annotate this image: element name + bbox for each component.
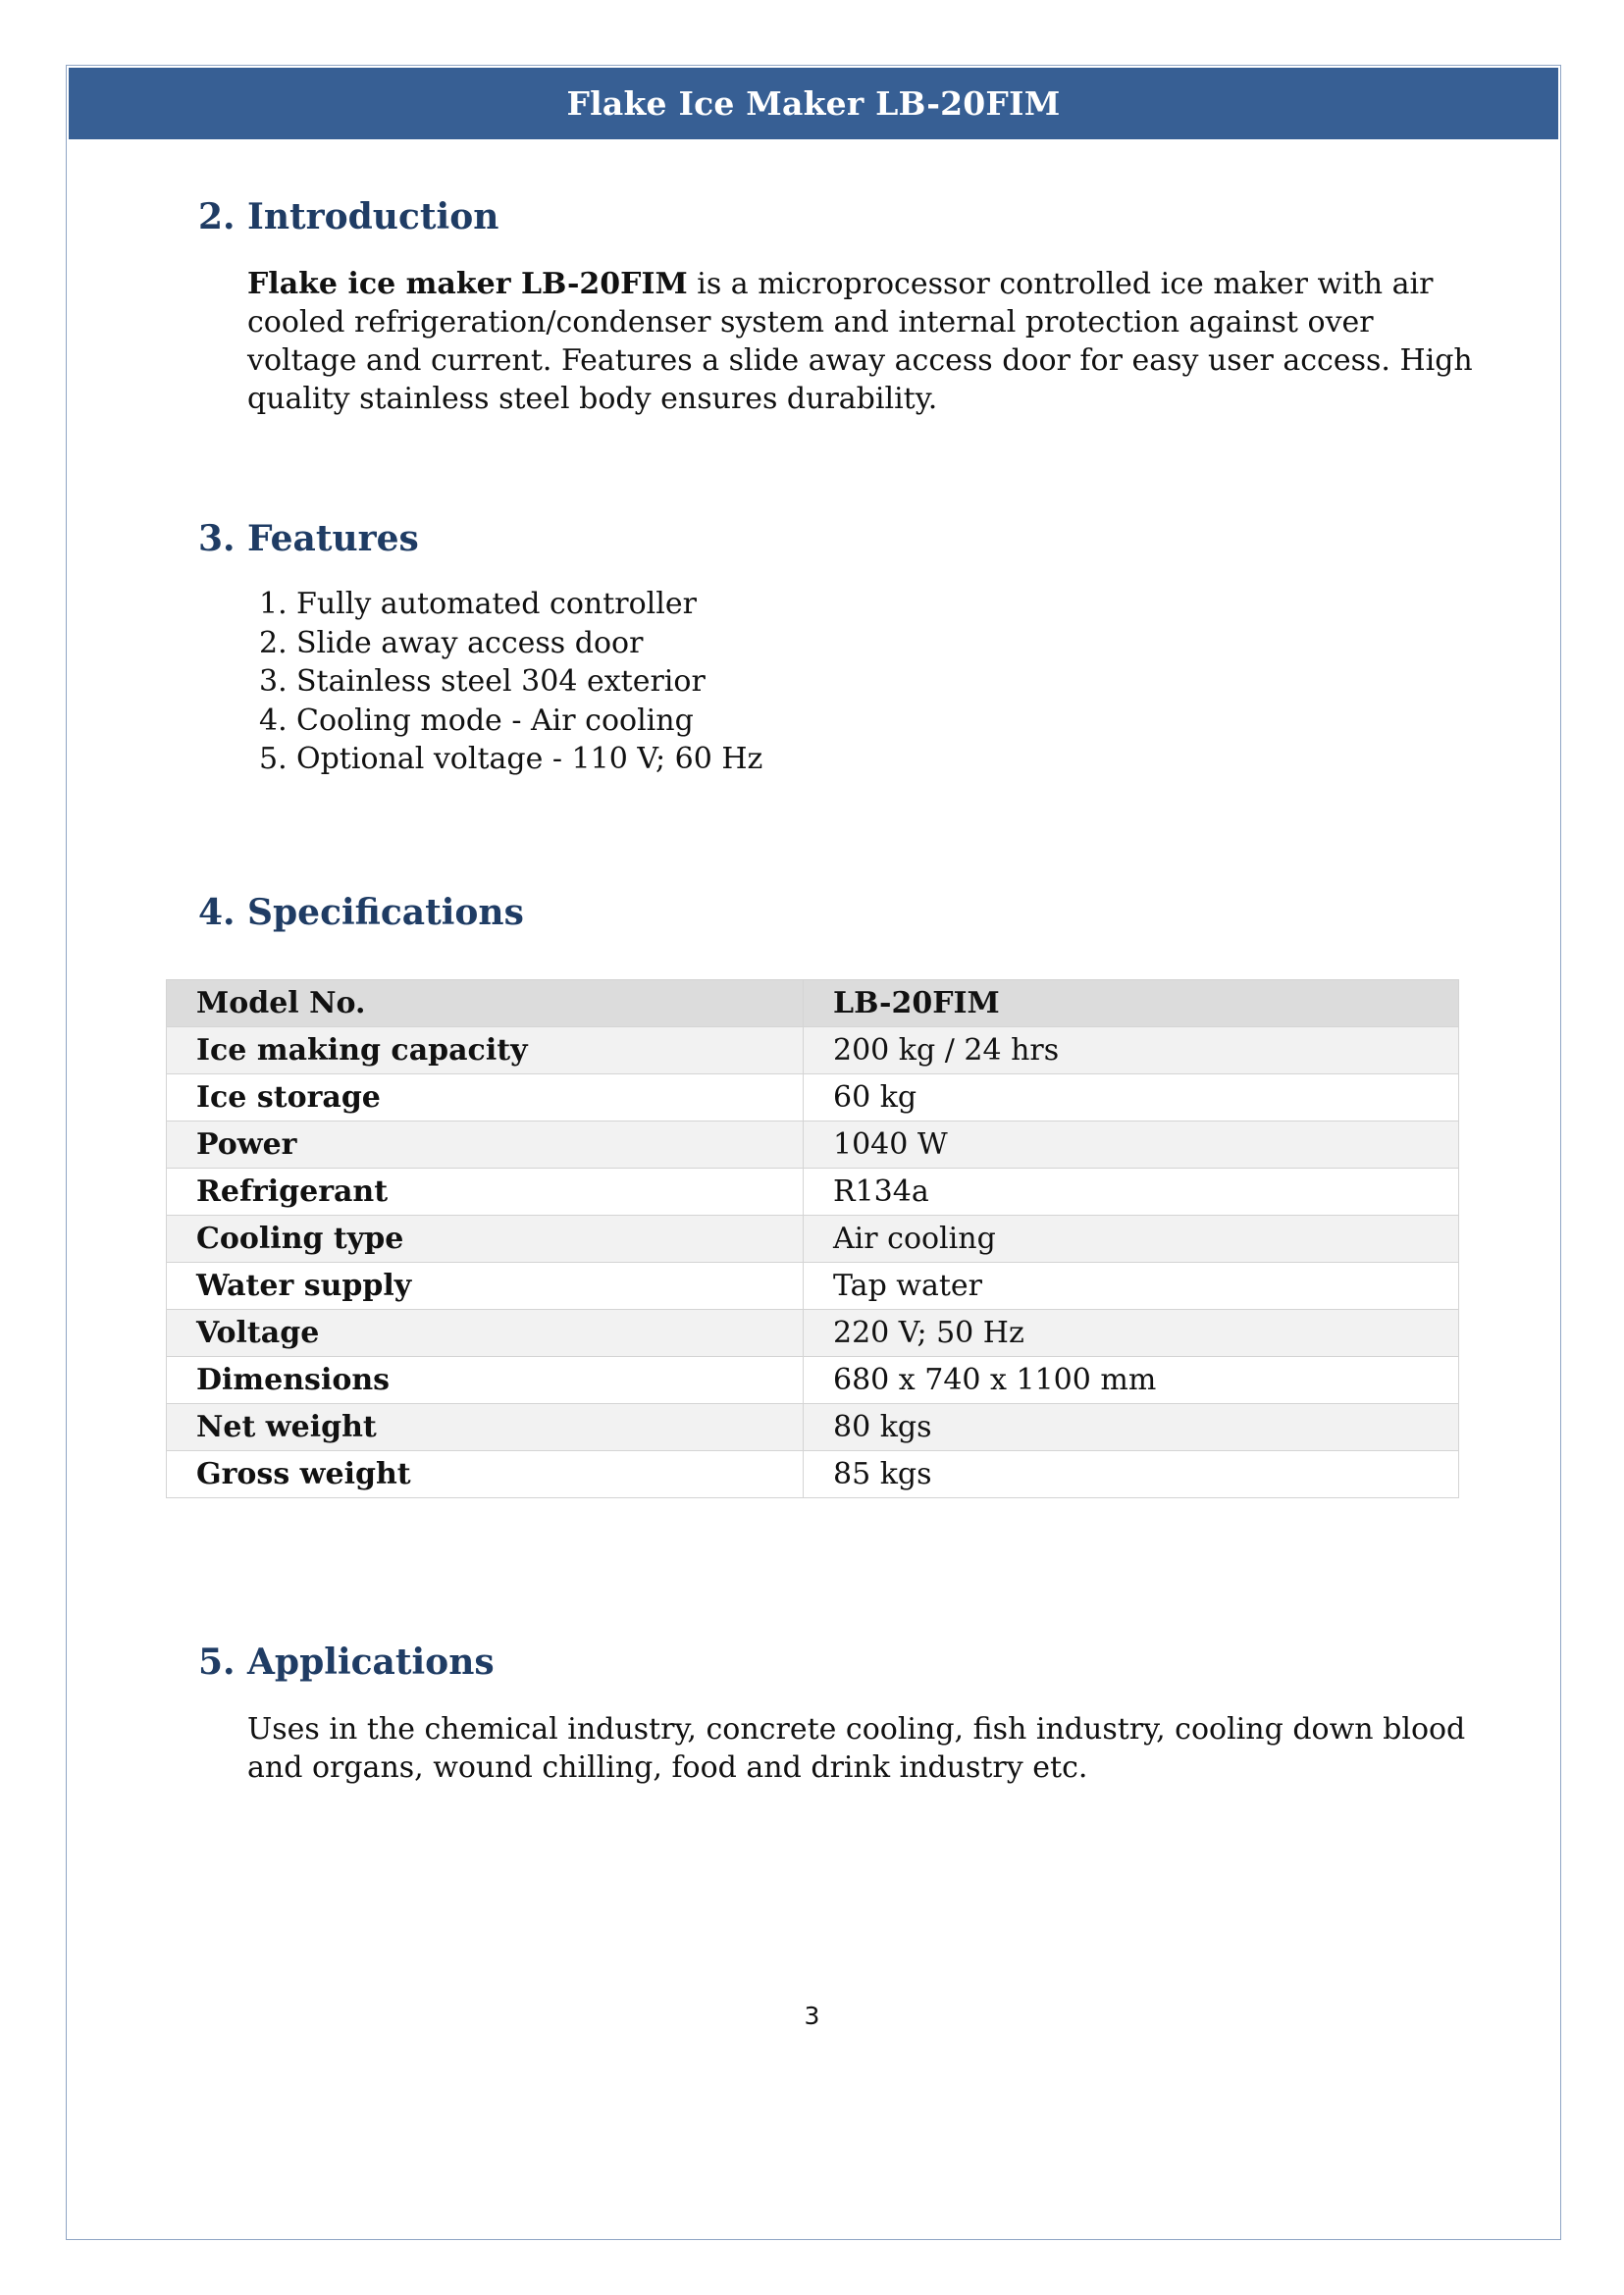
features-heading <box>198 518 1474 559</box>
list-item: 3. Stainless steel 304 exterior <box>259 664 706 699</box>
table-row: Gross weight 85 kgs <box>167 1451 1459 1498</box>
specifications-heading <box>198 892 1474 933</box>
table-row: Power 1040 W <box>167 1121 1459 1169</box>
introduction-heading <box>198 196 1474 237</box>
section-title: Specifications <box>247 892 524 933</box>
table-row: Ice storage 60 kg <box>167 1074 1459 1121</box>
applications-heading <box>198 1642 1474 1683</box>
section-number: 3. <box>198 518 236 559</box>
section-applications <box>198 1642 1474 1787</box>
table-row: Cooling type Air cooling <box>167 1216 1459 1263</box>
table-row: Water supply Tap water <box>167 1263 1459 1310</box>
document-header <box>69 68 1558 139</box>
section-features <box>198 518 1474 779</box>
list-item: 5. Optional voltage - 110 V; 60 Hz <box>259 742 763 776</box>
list-item: 4. Cooling mode - Air cooling <box>259 703 694 738</box>
section-number: 5. <box>198 1642 236 1683</box>
table-row: Refrigerant R134a <box>167 1169 1459 1216</box>
specifications-table <box>166 979 1459 1498</box>
section-title: Features <box>247 518 419 559</box>
table-row: Voltage 220 V; 50 Hz <box>167 1310 1459 1357</box>
page-number: 3 <box>804 2002 820 2030</box>
section-title: Applications <box>247 1642 495 1683</box>
table-row: Dimensions 680 x 740 x 1100 mm <box>167 1357 1459 1404</box>
section-specifications <box>198 892 1474 933</box>
applications-paragraph: Uses in the chemical industry, concrete cooling, fish industry, cooling down blood and organs, wound chilling, food and drink industry etc. <box>247 1712 1466 1785</box>
section-title: Introduction <box>247 196 499 237</box>
table-row: Ice making capacity 200 kg / 24 hrs <box>167 1027 1459 1074</box>
section-number: 4. <box>198 892 236 933</box>
introduction-paragraph <box>247 265 1484 418</box>
list-item: 1. Fully automated controller <box>259 587 697 621</box>
table-row: Net weight 80 kgs <box>167 1404 1459 1451</box>
document-title: Flake Ice Maker LB-20FIM <box>566 84 1061 123</box>
introduction-text: is a microprocessor controlled ice maker with air cooled refrigeration/condenser system and internal protection against over voltage and current. Features a slide away access door for easy user access. High quality stainless steel body ensures durability. <box>247 267 1473 416</box>
features-list <box>259 585 1474 779</box>
product-name: Flake ice maker LB-20FIM <box>247 267 688 301</box>
section-introduction <box>198 196 1474 418</box>
section-number: 2. <box>198 196 236 237</box>
table-row: Model No. LB-20FIM <box>167 980 1459 1027</box>
list-item: 2. Slide away access door <box>259 625 644 660</box>
